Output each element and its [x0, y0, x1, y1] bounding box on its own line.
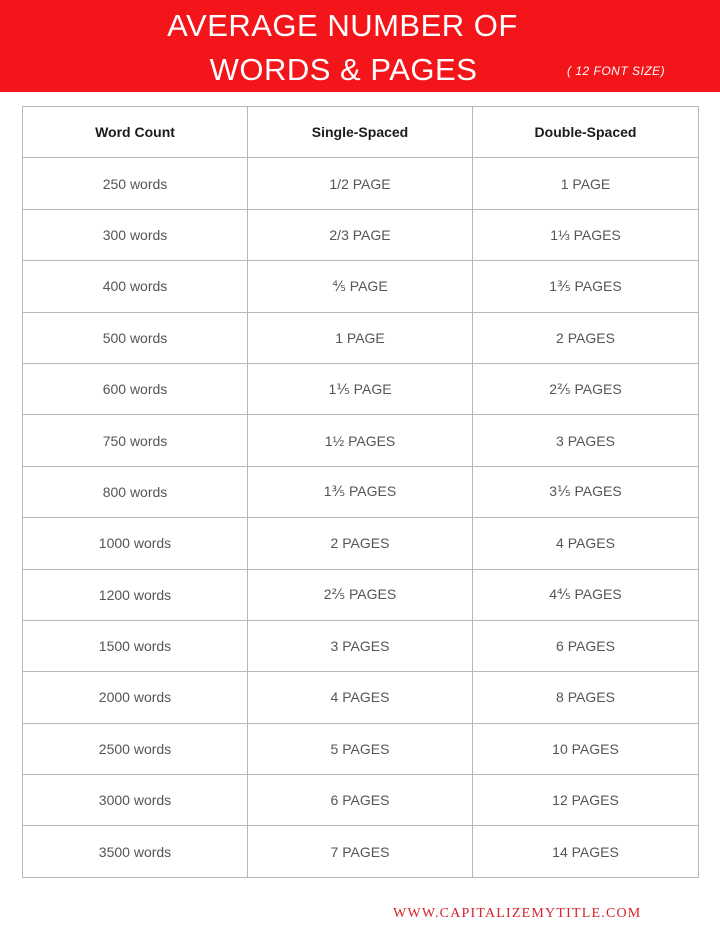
cell-word-count: 2000 words	[23, 672, 248, 723]
cell-word-count: 400 words	[23, 261, 248, 312]
cell-double-spaced: 1 PAGE	[473, 158, 699, 209]
table-row	[23, 415, 699, 466]
cell-single-spaced: 7 PAGES	[248, 826, 473, 877]
cell-word-count: 300 words	[23, 209, 248, 260]
cell-word-count: 1500 words	[23, 620, 248, 671]
table-row	[23, 826, 699, 877]
cell-double-spaced: 4 PAGES	[473, 518, 699, 569]
cell-double-spaced: 12 PAGES	[473, 775, 699, 826]
cell-double-spaced: 1⅗ PAGES	[473, 261, 699, 312]
table-row	[23, 261, 699, 312]
cell-single-spaced: 1/2 PAGE	[248, 158, 473, 209]
header-single-spaced: Single-Spaced	[248, 107, 473, 158]
header-banner	[0, 0, 720, 92]
cell-double-spaced: 14 PAGES	[473, 826, 699, 877]
cell-double-spaced: 2⅖ PAGES	[473, 363, 699, 414]
cell-double-spaced: 2 PAGES	[473, 312, 699, 363]
table-row	[23, 723, 699, 774]
table-row	[23, 158, 699, 209]
table-row	[23, 672, 699, 723]
cell-word-count: 2500 words	[23, 723, 248, 774]
cell-double-spaced: 8 PAGES	[473, 672, 699, 723]
cell-double-spaced: 10 PAGES	[473, 723, 699, 774]
website-url: WWW.CAPITALIZEMYTITLE.COM	[393, 906, 642, 921]
cell-single-spaced: 1⅕ PAGE	[248, 363, 473, 414]
cell-word-count: 3000 words	[23, 775, 248, 826]
cell-word-count: 750 words	[23, 415, 248, 466]
cell-word-count: 1000 words	[23, 518, 248, 569]
table-row	[23, 466, 699, 517]
cell-single-spaced: ⅘ PAGE	[248, 261, 473, 312]
cell-single-spaced: 2 PAGES	[248, 518, 473, 569]
cell-word-count: 1200 words	[23, 569, 248, 620]
cell-word-count: 250 words	[23, 158, 248, 209]
table-header-row	[23, 107, 699, 158]
cell-double-spaced: 1⅓ PAGES	[473, 209, 699, 260]
table-row	[23, 312, 699, 363]
title-line-1: AVERAGE NUMBER OF	[167, 8, 518, 43]
font-size-note: ( 12 FONT SIZE)	[567, 64, 666, 78]
cell-word-count: 3500 words	[23, 826, 248, 877]
cell-double-spaced: 3⅕ PAGES	[473, 466, 699, 517]
table-row	[23, 209, 699, 260]
cell-single-spaced: 3 PAGES	[248, 620, 473, 671]
word-page-table	[22, 106, 699, 878]
table-row	[23, 518, 699, 569]
cell-single-spaced: 1 PAGE	[248, 312, 473, 363]
cell-single-spaced: 4 PAGES	[248, 672, 473, 723]
cell-single-spaced: 6 PAGES	[248, 775, 473, 826]
cell-double-spaced: 4⅘ PAGES	[473, 569, 699, 620]
header-double-spaced: Double-Spaced	[473, 107, 699, 158]
header-word-count: Word Count	[23, 107, 248, 158]
cell-double-spaced: 3 PAGES	[473, 415, 699, 466]
table-row	[23, 620, 699, 671]
table-row	[23, 775, 699, 826]
cell-double-spaced: 6 PAGES	[473, 620, 699, 671]
cell-word-count: 500 words	[23, 312, 248, 363]
cell-single-spaced: 1⅗ PAGES	[248, 466, 473, 517]
table-row	[23, 569, 699, 620]
cell-word-count: 600 words	[23, 363, 248, 414]
title-line-2: WORDS & PAGES	[209, 52, 478, 87]
cell-single-spaced: 2/3 PAGE	[248, 209, 473, 260]
table-row	[23, 363, 699, 414]
cell-word-count: 800 words	[23, 466, 248, 517]
cell-single-spaced: 5 PAGES	[248, 723, 473, 774]
cell-single-spaced: 1½ PAGES	[248, 415, 473, 466]
cell-single-spaced: 2⅖ PAGES	[248, 569, 473, 620]
